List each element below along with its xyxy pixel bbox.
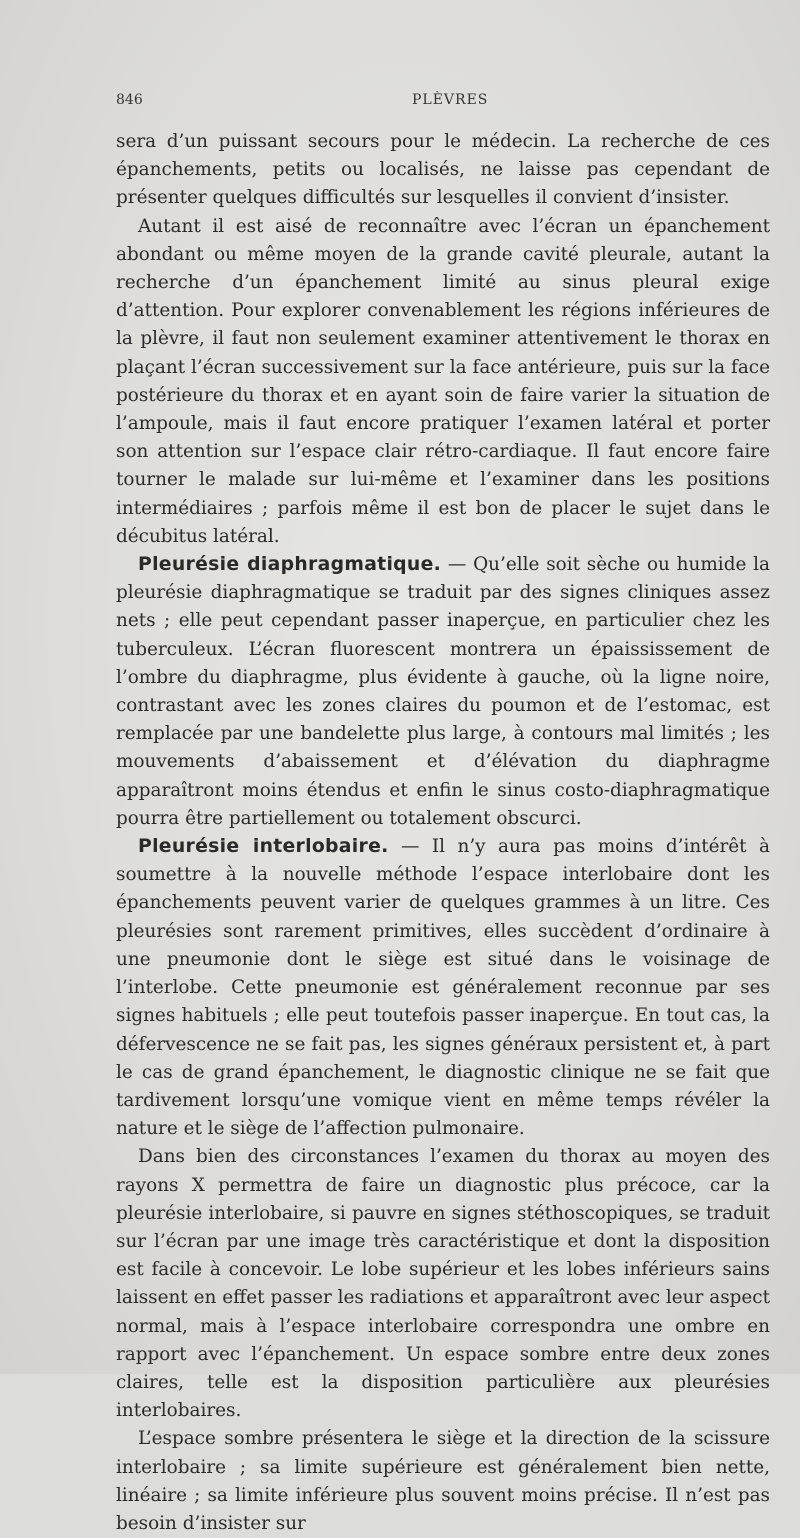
paragraph-text: sera d’un puissant secours pour le médecin. La recherche de ces épanchements, petits ou localisés, ne laisse pas cependant de présenter quelques difficultés sur lesquelles il convient d’insister. (116, 131, 770, 209)
page-number: 846 (116, 92, 143, 108)
paragraph (116, 833, 770, 1143)
paragraph-text: — Il n’y aura pas moins d’intérêt à soumettre à la nouvelle méthode l’espace interlobaire dont les épanchements peuvent varier de quelques grammes à un litre. Ces pleurésies sont rarement primitives, elles succèdent d’ordinaire à une pneumonie dont le siège est situé dans le voisinage de l’interlobe. Cette pneumonie est généralement reconnue par ses signes habituels ; elle peut toutefois passer inaperçue. En tout cas, la défervescence ne se fait pas, les signes généraux persistent et, à part le cas de grand épanchement, le diagnostic clinique ne se fait que tardivement lorsqu’une vomique vient en même temps révéler la nature et le siège de l’affection pulmonaire. (116, 836, 770, 1140)
paragraph (116, 213, 770, 551)
running-title: PLÈVRES (412, 92, 489, 108)
paragraph (116, 1425, 770, 1538)
paragraph (116, 128, 770, 213)
paragraph (116, 551, 770, 833)
page-header (116, 92, 776, 118)
paragraph (116, 1143, 770, 1425)
body-text (116, 128, 770, 1538)
paragraph-text: Autant il est aisé de reconnaître avec l’écran un épanchement abondant ou même moyen de la grande cavité pleurale, autant la recherche d’un épanchement limité au sinus pleural exige d’attention. Pour explorer convenablement les régions inférieures de la plèvre, il faut non seulement examiner attentivement le thorax en plaçant l’écran successivement sur la face antérieure, puis sur la face postérieure du thorax et en ayant soin de faire varier la situation de l’ampoule, mais il faut encore pratiquer l’examen latéral et porter son attention sur l’espace clair rétro-cardiaque. Il faut encore faire tourner le malade sur lui-même et l’examiner dans les positions intermédiaires ; parfois même il est bon de placer le sujet dans le décubitus latéral. (116, 215, 770, 547)
paragraph-text: L’espace sombre présentera le siège et la direction de la scissure interlobaire ; sa limite supérieure est généralement bien nette, linéaire ; sa limite inférieure plus souvent moins précise. Il n’est pas besoin d’insister sur (116, 1428, 770, 1534)
paragraph-text: — Qu’elle soit sèche ou humide la pleurésie diaphragmatique se traduit par des signes cliniques assez nets ; elle peut cependant passer inaperçue, en particulier chez les tuberculeux. L’écran fluorescent montrera un épaississement de l’ombre du diaphragme, plus évidente à gauche, où la ligne noire, contrastant avec les zones claires du poumon et de l’estomac, est remplacée par une bandelette plus large, à contours mal limités ; les mouvements d’abaissement et d’élévation du diaphragme apparaîtront moins étendus et enfin le sinus costo-diaphragmatique pourra être partiellement ou totalement obscurci. (116, 554, 771, 829)
section-heading: Pleurésie interlobaire. (138, 836, 389, 858)
section-heading: Pleurésie diaphragmatique. (138, 554, 442, 576)
paragraph-text: Dans bien des circonstances l’examen du thorax au moyen des rayons X permettra de faire un diagnostic plus précoce, car la pleurésie interlobaire, si pauvre en signes stéthoscopiques, se traduit sur l’écran par une image très caractéristique et dont la disposition est facile à concevoir. Le lobe supérieur et les lobes inférieurs sains laissent en effet passer les radiations et apparaîtront avec leur aspect normal, mais à l’espace interlobaire correspondra une ombre en rapport avec l’épanchement. Un espace sombre entre deux zones claires, telle est la disposition particulière aux pleurésies interlobaires. (116, 1146, 770, 1422)
